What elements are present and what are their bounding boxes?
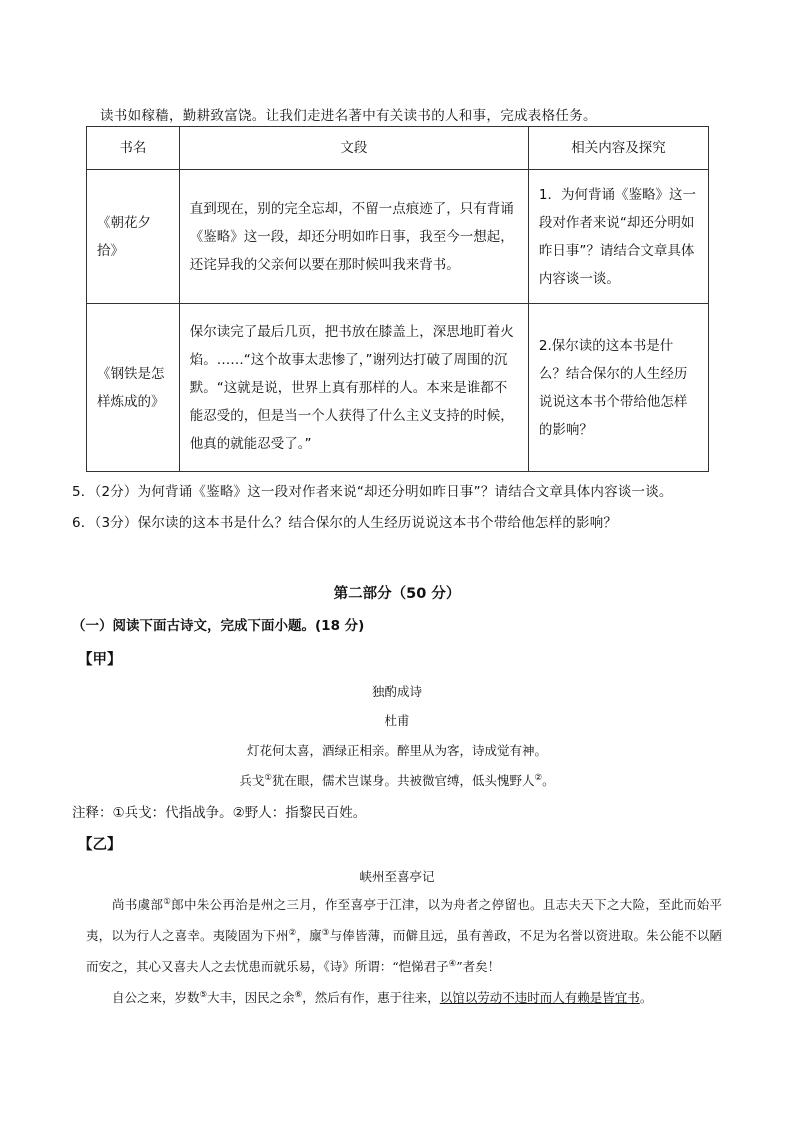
note-mark: ③ [321, 927, 330, 938]
table-header-passage: 文段 [179, 127, 528, 170]
table-cell-explore: 1．为何背诵《鉴略》这一段对作者来说“却还分明如昨日事”？请结合文章具体内容谈一谈。 [528, 170, 708, 304]
question-6: 6．（3分）保尔读的这本书是什么？结合保尔的人生经历说说这本书个带给他怎样的影响？ [72, 515, 618, 531]
note-mark: ① [264, 772, 272, 783]
prose-text: 自公之来，岁数 [112, 990, 200, 1005]
poem-author: 杜甫 [384, 713, 410, 728]
poem-note: 注释：①兵戈：代指战争。②野人：指黎民百姓。 [72, 805, 367, 821]
poem-line-2-part: 兵戈 [239, 773, 265, 788]
prose-body [86, 889, 722, 1013]
table-row [87, 304, 709, 472]
marker-yi: 【乙】 [78, 837, 122, 853]
table-row [87, 170, 709, 304]
poem-line-2-part: 犹在眼，儒术岂谋身。共被微官缚，低头愧野人 [271, 773, 535, 788]
prose-text: 郎中朱公再治是州之三月，作至喜亭于江津，以为舟者之停留也。且志夫天下之大险，至此而始平夷，以为行人之喜幸。夷陵固为下州 [86, 897, 722, 943]
note-mark: ② [288, 927, 297, 938]
prose-title: 峡州至喜亭记 [359, 869, 435, 884]
reading-table [86, 126, 709, 472]
prose-text: 与俸皆薄，而僻且远，虽有善政，不足为名誉以资进取。朱公能不以陋而安之，其心又喜夫人之去忧患而就乐易，《诗》所谓：“恺悌君子 [86, 928, 723, 974]
table-cell-book: 《钢铁是怎样炼成的》 [87, 304, 180, 472]
prose-text: ”者矣！ [456, 959, 501, 974]
poem-line-2 [0, 771, 794, 789]
prose-paragraph-1 [86, 889, 722, 982]
section-title: （一）阅读下面古诗文，完成下面小题。(18 分) [72, 618, 365, 634]
poem-line-1: 灯花何太喜，酒绿正相亲。醉里从为客，诗成觉有神。 [246, 743, 547, 758]
prose-text: ，然后有作，惠于往来， [302, 990, 440, 1005]
table-cell-passage: 保尔读完了最后几页，把书放在膝盖上，深思地盯着火焰。……“这个故事太悲惨了，”谢列达打破了周围的沉默。“这就是说，世界上真有那样的人。本来是谁都不能忍受的，但是当一个人获得了什么主义支持的时候，他真的就能忍受了。” [179, 304, 528, 472]
note-mark: ④ [448, 958, 457, 969]
table-header-row [87, 127, 709, 170]
table-header-book: 书名 [87, 127, 180, 170]
part-title: 第二部分（50 分） [333, 586, 461, 602]
table-cell-passage: 直到现在，别的完全忘却，不留一点痕迹了，只有背诵《鉴略》这一段，却还分明如昨日事，我至今一想起，还诧异我的父亲何以要在那时候叫我来背书。 [179, 170, 528, 304]
marker-jia: 【甲】 [78, 652, 122, 668]
note-mark: ⑥ [294, 989, 303, 1000]
question-5: 5．（2分）为何背诵《鉴略》这一段对作者来说“却还分明如昨日事”？请结合文章具体内容谈一谈。 [72, 484, 673, 500]
prose-text: 。 [639, 990, 653, 1005]
note-mark: ② [534, 772, 543, 783]
poem-line-2-part: 。 [542, 773, 555, 788]
note-mark: ⑤ [199, 989, 208, 1000]
table-cell-explore: 2.保尔读的这本书是什么？结合保尔的人生经历说说这本书个带给他怎样的影响？ [528, 304, 708, 472]
prose-text: 尚书虞部 [112, 897, 164, 912]
table-cell-book: 《朝花夕拾》 [87, 170, 180, 304]
table-header-explore: 相关内容及探究 [528, 127, 708, 170]
intro-text: 读书如稼穑，勤耕致富饶。让我们走进名著中有关读书的人和事，完成表格任务。 [100, 108, 597, 124]
note-mark: ① [163, 896, 172, 907]
underlined-sentence: 以馆以劳动不违时而人有赖是皆宜书 [439, 990, 640, 1005]
prose-text: 大丰，因民之余 [207, 990, 295, 1005]
prose-text: ，廪 [296, 928, 322, 943]
prose-paragraph-2 [86, 982, 722, 1013]
poem-title: 独酌成诗 [371, 684, 422, 699]
